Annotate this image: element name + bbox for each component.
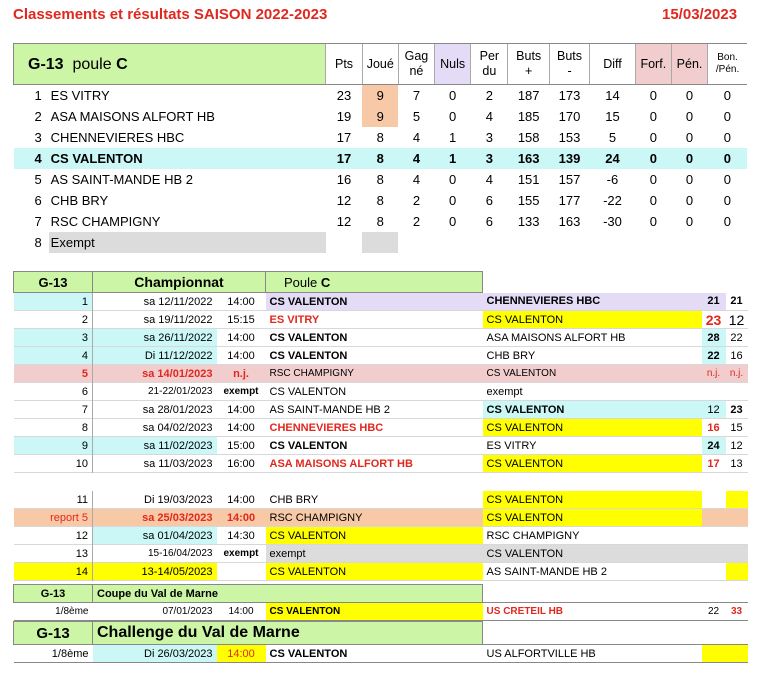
match-row [14,383,748,401]
championnat-group: G-13 [14,272,93,293]
match-number: 3 [14,329,93,347]
match-row [14,545,748,563]
pen-cell: 0 [685,193,694,208]
match-date: sa 19/11/2022 [143,313,213,326]
perdu-cell [471,232,508,253]
challenge-title: Challenge du Val de Marne [93,622,483,645]
standings-row [14,232,748,253]
match-number: 11 [14,491,93,509]
joue-cell: 9 [362,85,398,107]
match-time: 14:00 [227,295,255,308]
col-gagne: Gag né [398,44,434,85]
diff-cell: -30 [603,214,622,229]
match-time: 16:00 [227,457,255,470]
match-time: exempt [223,386,259,397]
diff-cell: 24 [605,151,620,166]
score-away: 22 [730,331,743,344]
pts-cell: 17 [336,130,352,145]
gagne-cell: 4 [412,151,421,166]
rank-cell: 4 [34,151,42,166]
match-number: 6 [14,383,93,401]
challenge-match-row: 1/8ème Di 26/03/2023 14:00 CS VALENTON US ALFORTVILLE HB [14,645,748,663]
col-nuls: Nuls [435,44,471,85]
pts-cell: 19 [336,109,352,124]
score-home [702,383,726,401]
home-team: ASA MAISONS ALFORT HB [269,457,413,470]
match-number: 2 [14,311,93,329]
score-home [702,545,726,563]
match-date: sa 11/03/2023 [143,457,213,470]
championnat-table [13,271,748,581]
gagne-cell: 4 [412,130,421,145]
diff-cell: -22 [603,193,622,208]
standings-row [14,148,748,169]
team-name: ES VITRY [50,88,110,103]
nuls-cell: 1 [449,151,457,166]
perdu-cell: 6 [485,214,493,229]
gagne-cell: 2 [412,214,421,229]
away-team: exempt [486,385,523,398]
bc-cell: 157 [558,172,581,187]
bon-cell: 0 [723,130,731,145]
match-row [14,347,748,365]
match-time: 15:15 [227,313,255,326]
match-number: 8 [14,419,93,437]
team-name: RSC CHAMPIGNY [50,214,161,229]
match-time: 14:00 [226,511,256,524]
col-joue: Joué [362,44,398,85]
score-home: 17 [707,457,720,470]
gagne-cell [398,232,434,253]
rank-cell: 2 [34,109,42,124]
match-row [14,527,748,545]
rank-cell: 7 [34,214,42,229]
away-team: CS VALENTON [483,455,702,473]
match-row [14,365,748,383]
standings-table [13,43,747,253]
bc-cell: 153 [558,130,581,145]
score-away [726,383,748,401]
standings-row [14,106,748,127]
match-date: sa 26/11/2022 [93,329,217,347]
col-buts-plus: Buts + [508,44,549,85]
bp-cell: 158 [517,130,540,145]
team-name: CHB BRY [50,193,109,208]
match-row [14,401,748,419]
col-pts: Pts [326,44,362,85]
match-time: 14:00 [227,331,255,344]
away-team: CS VALENTON [483,509,702,527]
score-home [702,491,726,509]
away-team: CS VALENTON [483,545,702,563]
gagne-cell: 2 [412,193,421,208]
pts-cell: 12 [336,214,352,229]
score-away [726,491,748,509]
championnat-poule: Poule C [266,272,483,293]
home-team: CS VALENTON [269,349,348,362]
joue-cell: 8 [376,172,384,187]
match-date: sa 25/03/2023 [142,511,213,524]
away-team: CS VALENTON [483,491,702,509]
coupe-match-row: 1/8ème 07/01/2023 14:00 CS VALENTON US CRETEIL HB 22 33 [14,603,748,621]
joue-cell: 8 [376,151,384,166]
home-team: CS VALENTON [266,527,483,545]
standings-row [14,211,748,232]
score-away: 21 [730,295,743,308]
score-home: 22 [702,347,726,365]
bon-cell: 0 [723,193,731,208]
standings-title: G-13 poule C [14,44,326,85]
score-away [726,563,748,581]
match-number: 10 [14,455,93,473]
forf-cell [635,232,671,253]
match-date: 15-16/04/2023 [147,548,213,559]
match-row [14,509,748,527]
coupe-table [13,584,748,621]
score-home: 21 [702,293,726,311]
joue-cell [362,232,398,253]
match-number: 1 [14,293,93,311]
bon-cell: 0 [723,109,731,124]
joue-cell: 8 [376,193,384,208]
perdu-cell: 4 [485,109,493,124]
gagne-cell: 4 [412,172,421,187]
match-row [14,437,748,455]
joue-cell: 8 [376,130,384,145]
forf-cell: 0 [649,130,657,145]
score-away: 15 [730,421,743,434]
col-bonus: Bon. /Pén. [708,44,747,85]
match-row [14,419,748,437]
match-row [14,455,748,473]
away-team: CHENNEVIERES HBC [483,293,702,311]
forf-cell: 0 [649,151,657,166]
spacer-row [14,473,748,492]
home-team: CHENNEVIERES HBC [269,421,384,434]
col-forf: Forf. [635,44,671,85]
bc-cell: 170 [558,109,581,124]
match-date: sa 01/04/2023 [93,527,217,545]
home-team: exempt [266,545,483,563]
pen-cell: 0 [685,172,694,187]
team-name: Exempt [49,232,326,253]
bon-cell: 0 [723,214,731,229]
nuls-cell: 0 [449,88,457,103]
match-time: 14:30 [227,529,255,542]
gagne-cell: 7 [412,88,421,103]
home-team: CS VALENTON [269,439,348,452]
home-team: RSC CHAMPIGNY [269,368,354,379]
team-name: CHENNEVIERES HBC [50,130,185,145]
bp-cell: 151 [517,172,540,187]
home-team: CS VALENTON [266,293,483,311]
pen-cell: 0 [685,88,694,103]
pts-cell: 17 [336,151,352,166]
nuls-cell: 1 [449,130,457,145]
page-title: Classements et résultats SAISON 2022-2023 [13,6,328,23]
match-time: n.j. [233,367,249,380]
score-away: 16 [730,349,743,362]
match-time: exempt [223,548,259,559]
standings-row [14,190,748,211]
score-home: 23 [705,311,722,328]
rank-cell: 6 [34,193,42,208]
score-home: 12 [702,401,726,419]
bc-cell: 177 [558,193,581,208]
score-home: 24 [702,437,726,455]
forf-cell: 0 [649,88,657,103]
match-row [14,293,748,311]
match-time: 14:00 [227,421,255,434]
forf-cell: 0 [649,172,657,187]
match-row [14,563,748,581]
nuls-cell: 0 [449,214,457,229]
championnat-header-row [14,272,748,293]
diff-cell: 15 [605,109,620,124]
col-diff: Diff [590,44,636,85]
score-away: 13 [730,457,743,470]
diff-cell: 5 [608,130,617,145]
team-name: ASA MAISONS ALFORT HB [50,109,215,124]
match-number: 13 [14,545,93,563]
bp-cell: 155 [517,193,540,208]
team-name: AS SAINT-MANDE HB 2 [50,172,193,187]
forf-cell: 0 [649,193,657,208]
score-home [702,509,726,527]
pen-cell: 0 [685,130,694,145]
gagne-cell: 5 [412,109,421,124]
bc-cell: 163 [558,214,581,229]
championnat-title: Championnat [93,272,266,293]
col-pen: Pén. [671,44,707,85]
pts-cell [326,232,362,253]
score-away [726,545,748,563]
pts-cell: 23 [336,88,352,103]
score-away: n.j. [729,368,744,379]
home-team: ES VITRY [269,313,320,326]
rank-cell: 3 [34,130,42,145]
away-team: AS SAINT-MANDE HB 2 [486,565,607,578]
pen-cell: 0 [685,151,694,166]
away-team: ASA MAISONS ALFORT HB [486,331,626,344]
bc-cell: 173 [558,88,581,103]
pts-cell: 16 [336,172,352,187]
score-away [726,527,748,545]
match-number: 7 [14,401,93,419]
score-home: n.j. [706,368,721,379]
away-team: ES VITRY [486,439,537,452]
nuls-cell: 0 [449,109,457,124]
match-date: sa 04/02/2023 [142,421,213,434]
away-team: CS VALENTON [486,368,557,379]
perdu-cell: 2 [485,88,493,103]
nuls-cell: 0 [449,172,457,187]
match-date: Di 19/03/2023 [144,493,213,506]
perdu-cell: 3 [485,130,493,145]
match-number: 12 [14,527,93,545]
diff-cell: -6 [606,172,619,187]
perdu-cell: 6 [485,193,493,208]
match-number: 4 [14,347,93,365]
forf-cell: 0 [649,109,657,124]
bon-cell: 0 [723,151,731,166]
away-team: CS VALENTON [483,311,702,329]
score-away: 12 [730,439,743,452]
nuls-cell: 0 [449,193,457,208]
bc-cell [549,232,589,253]
match-time: 14:00 [227,403,255,416]
match-number: 14 [14,563,93,581]
score-home [702,527,726,545]
pen-cell [671,232,707,253]
joue-cell: 8 [376,214,384,229]
standings-row [14,169,748,190]
away-team: CS VALENTON [483,419,702,437]
home-team: RSC CHAMPIGNY [269,511,363,524]
forf-cell: 0 [649,214,657,229]
coupe-header-row [14,585,748,603]
home-team: CHB BRY [269,493,319,506]
coupe-group: G-13 [14,585,93,603]
team-name: CS VALENTON [50,151,143,166]
col-buts-minus: Buts - [549,44,589,85]
away-team: CHB BRY [486,349,536,362]
rank-cell: 8 [34,235,42,250]
match-row [14,311,748,329]
score-home: 28 [702,329,726,347]
match-time: 15:00 [227,439,255,452]
pen-cell: 0 [685,214,694,229]
report-date: 15/03/2023 [662,6,738,23]
bon-cell: 0 [723,88,731,103]
match-number: 9 [14,437,93,455]
match-date: Di 11/12/2022 [93,347,217,365]
standings-row [14,127,748,148]
score-away: 12 [728,311,745,328]
bp-cell: 163 [517,151,540,166]
match-date: sa 12/11/2022 [143,295,213,308]
rank-cell: 5 [34,172,42,187]
bp-cell: 187 [517,88,540,103]
diff-cell [590,232,636,253]
pen-cell: 0 [685,109,694,124]
standings-row [14,85,748,107]
bp-cell: 133 [517,214,540,229]
score-away [726,509,748,527]
score-away: 23 [730,403,743,416]
away-team: RSC CHAMPIGNY [486,529,580,542]
challenge-header-row [14,622,748,645]
diff-cell: 14 [605,88,620,103]
nuls-cell [435,232,471,253]
score-home [702,563,726,581]
match-date: 21-22/01/2023 [147,386,213,397]
rank-cell: 1 [34,88,42,103]
match-time [217,563,266,581]
match-row [14,329,748,347]
home-team: CS VALENTON [269,385,347,398]
home-team: CS VALENTON [269,331,348,344]
bp-cell [508,232,549,253]
match-time: 14:00 [227,493,255,506]
joue-cell: 9 [362,106,398,127]
bon-cell [708,232,747,253]
match-date: sa 14/01/2023 [142,367,213,380]
perdu-cell: 4 [485,172,493,187]
perdu-cell: 3 [485,151,493,166]
bon-cell: 0 [723,172,731,187]
challenge-group: G-13 [14,622,93,645]
col-perdu: Per du [471,44,508,85]
match-row [14,491,748,509]
home-team: CS VALENTON [266,563,483,581]
match-number: 5 [14,365,93,383]
bp-cell: 185 [517,109,540,124]
match-time: 14:00 [227,349,255,362]
challenge-table [13,621,748,663]
home-team: AS SAINT-MANDE HB 2 [269,403,390,416]
coupe-title: Coupe du Val de Marne [93,585,483,603]
bc-cell: 139 [558,151,581,166]
score-home: 16 [707,421,720,434]
pts-cell: 12 [336,193,352,208]
away-team: CS VALENTON [483,401,702,419]
match-date: sa 28/01/2023 [142,403,213,416]
standings-header-row [14,44,748,85]
match-date: 13-14/05/2023 [93,563,217,581]
match-date: sa 11/02/2023 [93,437,217,455]
match-number: report 5 [14,509,93,527]
